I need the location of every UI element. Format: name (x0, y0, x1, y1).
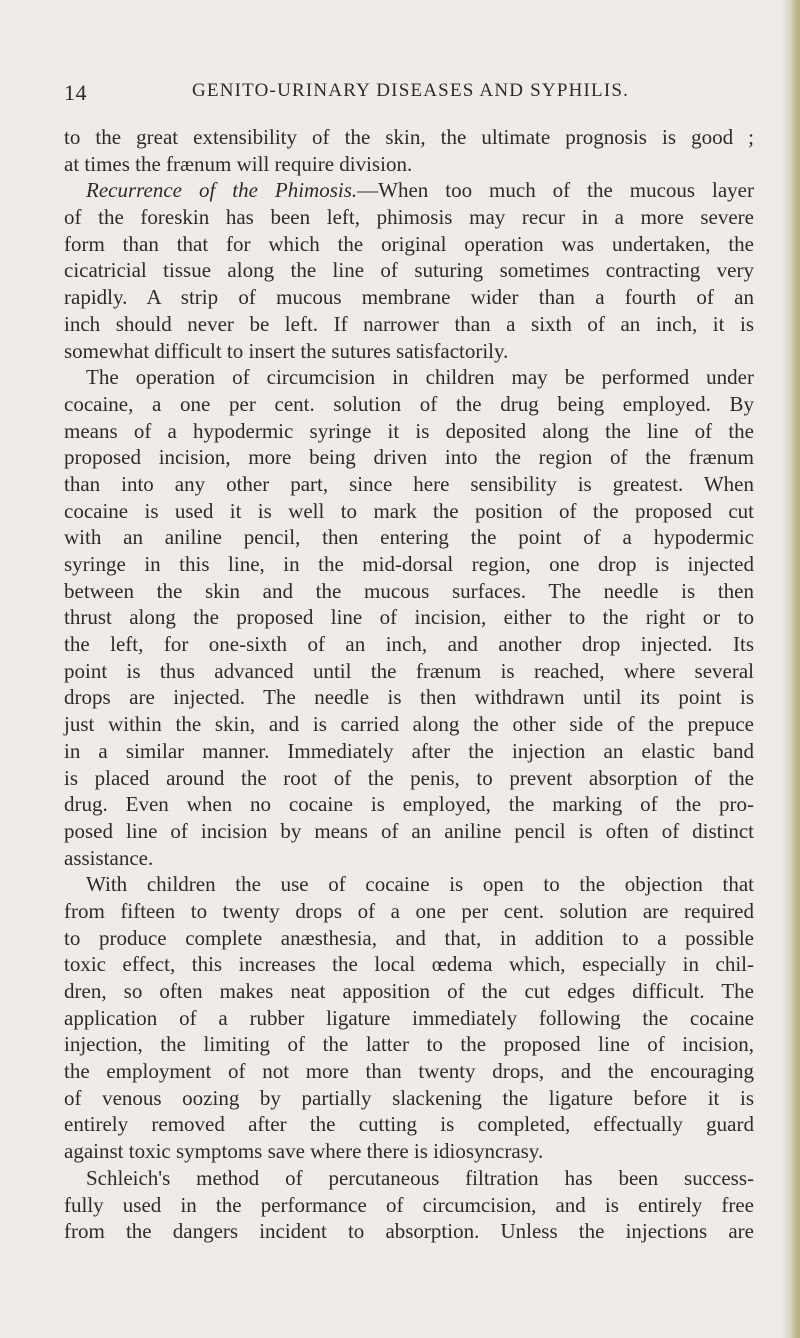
text-line: rapidly. A strip of mucous membrane wider than a fourth of an (64, 285, 754, 310)
text-line: the left, for one-sixth of an inch, and another drop injected. Its (64, 632, 754, 657)
text-line: in a similar manner. Immediately after the injection an elastic band (64, 738, 754, 763)
text-line: With children the use of cocaine is open to the objection that (86, 872, 754, 897)
running-head: GENITO-URINARY DISEASES AND SYPHILIS. (192, 80, 630, 101)
text-line: inch should never be left. If narrower than a sixth of an inch, it is (64, 311, 754, 336)
text-line: to the great extensibility of the skin, the ultimate prognosis is good ; (64, 125, 754, 149)
text-line: with an aniline pencil, then entering the point of a hypodermic (64, 525, 754, 550)
text-span: —When too much of the mucous layer (357, 178, 754, 203)
text-line: Schleich's method of percutaneous filtration has been success- (86, 1165, 754, 1190)
section-heading-line (64, 177, 754, 204)
text-line: cocaine, a one per cent. solution of the drug being employed. By (64, 391, 754, 416)
page-edge (782, 0, 800, 1338)
text-line: from the dangers incident to absorption. Unless the injections are (64, 1219, 754, 1244)
text-line: syringe in this line, in the mid-dorsal region, one drop is injected (64, 552, 754, 576)
page-header (64, 80, 754, 110)
text-line: dren, so often makes neat apposition of the cut edges difficult. The (64, 979, 754, 1003)
text-line: cocaine is used it is well to mark the position of the proposed cut (64, 498, 754, 523)
text-line: of venous oozing by partially slackening the ligature before it is (64, 1085, 754, 1110)
text-line: posed line of incision by means of an aniline pencil is often of distinct (64, 818, 754, 843)
text-line: means of a hypodermic syringe it is deposited along the line of the (64, 418, 754, 443)
text-line: form than that for which the original operation was undertaken, the (64, 231, 754, 256)
text-line: point is thus advanced until the frænum is reached, where several (64, 658, 754, 683)
text-line: just within the skin, and is carried along the other side of the prepuce (64, 712, 754, 737)
section-heading: Recurrence of the Phimosis. (86, 178, 358, 203)
text-line: proposed incision, more being driven into the region of the frænum (64, 445, 754, 470)
text-line: fully used in the performance of circumcision, and is entirely free (64, 1192, 754, 1217)
text-line: at times the frænum will require division. (64, 151, 413, 176)
text-line: is placed around the root of the penis, to prevent absorption of the (64, 765, 754, 790)
text-line: than into any other part, since here sensibility is greatest. When (64, 471, 754, 496)
text-line: from fifteen to twenty drops of a one per cent. solution are required (64, 898, 754, 923)
text-line: somewhat difficult to insert the sutures satisfactorily. (64, 338, 509, 363)
text-line: against toxic symptoms save where there is idiosyncrasy. (64, 1139, 544, 1164)
text-line: between the skin and the mucous surfaces. The needle is then (64, 578, 754, 603)
body-text (64, 124, 754, 1245)
text-line: cicatricial tissue along the line of suturing sometimes contracting very (64, 258, 754, 283)
text-line: The operation of circumcision in children may be performed under (86, 365, 754, 390)
text-line: thrust along the proposed line of incision, either to the right or to (64, 605, 754, 630)
page-number: 14 (64, 80, 87, 105)
text-line: assistance. (64, 845, 154, 870)
text-line: to produce complete anæsthesia, and that, in addition to a possible (64, 925, 754, 950)
text-line: toxic effect, this increases the local œdema which, especially in chil- (64, 952, 754, 977)
text-line: drops are injected. The needle is then withdrawn until its point is (64, 685, 754, 710)
text-line: entirely removed after the cutting is completed, effectually guard (64, 1112, 754, 1137)
text-line: of the foreskin has been left, phimosis may recur in a more severe (64, 205, 754, 230)
text-line: drug. Even when no cocaine is employed, the marking of the pro- (64, 792, 754, 817)
text-line: injection, the limiting of the latter to the proposed line of incision, (64, 1032, 754, 1057)
text-line: the employment of not more than twenty drops, and the encouraging (64, 1059, 754, 1084)
text-line: application of a rubber ligature immediately following the cocaine (64, 1005, 754, 1030)
